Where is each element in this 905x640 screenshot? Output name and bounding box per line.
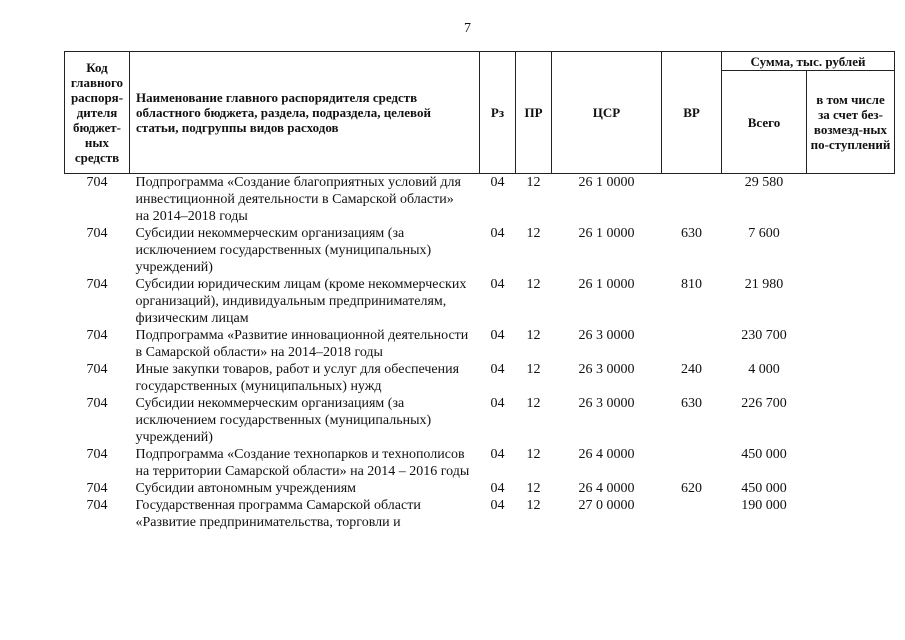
cell-vr: 620	[681, 481, 702, 496]
cell-code: 704	[86, 447, 108, 462]
cell-name: Подпрограмма «Создание благоприятных условий для инвестиционной деятельности в Самарской области» на 2014–2018 годы	[135, 175, 461, 224]
table-row	[65, 395, 895, 446]
header-csr: ЦСР	[552, 52, 662, 174]
table-row	[65, 225, 895, 276]
table-row	[65, 361, 895, 395]
cell-name: Субсидии некоммерческим организациям (за исключением государственных (муниципальных) учреждений)	[135, 396, 432, 445]
cell-including	[807, 395, 895, 446]
header-rz: Рз	[480, 52, 516, 174]
cell-code: 704	[86, 328, 108, 343]
cell-including	[807, 497, 895, 531]
cell-csr: 26 1 0000	[578, 277, 635, 292]
cell-csr: 26 4 0000	[578, 481, 635, 496]
table-row	[65, 276, 895, 327]
cell-vr	[662, 497, 722, 531]
cell-vr	[662, 446, 722, 480]
header-code: Код главного распоря-дителя бюджет-ных средств	[65, 52, 130, 174]
cell-code: 704	[86, 396, 108, 411]
cell-rz: 04	[490, 362, 505, 377]
cell-rz: 04	[490, 226, 505, 241]
cell-name: Государственная программа Самарской области «Развитие предпринимательства, торговли и	[135, 498, 421, 530]
cell-total: 7 600	[748, 226, 780, 241]
header-name: Наименование главного распорядителя средств областного бюджета, раздела, подраздела, целевой статьи, подгруппы видов расходов	[130, 52, 480, 174]
cell-vr: 630	[681, 396, 702, 411]
cell-pr: 12	[526, 277, 541, 292]
cell-code: 704	[86, 498, 108, 513]
cell-total: 230 700	[741, 328, 787, 343]
cell-including	[807, 225, 895, 276]
cell-csr: 26 1 0000	[578, 175, 635, 190]
cell-including	[807, 327, 895, 361]
table-body	[65, 174, 895, 532]
cell-including	[807, 480, 895, 497]
table-row	[65, 446, 895, 480]
cell-pr: 12	[526, 396, 541, 411]
cell-total: 4 000	[748, 362, 780, 377]
page-number: 7	[464, 21, 471, 36]
header-pr: ПР	[516, 52, 552, 174]
cell-code: 704	[86, 226, 108, 241]
cell-including	[807, 361, 895, 395]
cell-rz: 04	[490, 447, 505, 462]
header-sum-group: Сумма, тыс. рублей	[722, 52, 895, 71]
table-row	[65, 497, 895, 531]
cell-csr: 26 3 0000	[578, 328, 635, 343]
cell-pr: 12	[526, 328, 541, 343]
header-vr: ВР	[662, 52, 722, 174]
cell-vr	[662, 174, 722, 226]
cell-vr: 810	[681, 277, 702, 292]
header-total: Всего	[722, 71, 807, 174]
cell-rz: 04	[490, 396, 505, 411]
cell-csr: 26 1 0000	[578, 226, 635, 241]
cell-name: Субсидии некоммерческим организациям (за исключением государственных (муниципальных) учреждений)	[135, 226, 432, 275]
cell-name: Подпрограмма «Развитие инновационной деятельности в Самарской области» на 2014–2018 годы	[135, 328, 469, 360]
cell-rz: 04	[490, 175, 505, 190]
table-row	[65, 327, 895, 361]
cell-vr: 240	[681, 362, 702, 377]
cell-total: 21 980	[744, 277, 784, 292]
cell-total: 226 700	[741, 396, 787, 411]
budget-table	[64, 51, 895, 531]
cell-total: 450 000	[741, 481, 787, 496]
table-row	[65, 480, 895, 497]
cell-rz: 04	[490, 328, 505, 343]
cell-csr: 26 3 0000	[578, 362, 635, 377]
cell-including	[807, 174, 895, 226]
cell-pr: 12	[526, 447, 541, 462]
cell-vr: 630	[681, 226, 702, 241]
cell-pr: 12	[526, 481, 541, 496]
cell-code: 704	[86, 175, 108, 190]
cell-total: 29 580	[744, 175, 784, 190]
cell-pr: 12	[526, 226, 541, 241]
cell-csr: 26 3 0000	[578, 396, 635, 411]
cell-name: Иные закупки товаров, работ и услуг для обеспечения государственных (муниципальных) нужд	[135, 362, 460, 394]
header-including: в том числе за счет без-возмезд-ных по-ступлений	[807, 71, 895, 174]
cell-pr: 12	[526, 498, 541, 513]
cell-pr: 12	[526, 362, 541, 377]
cell-including	[807, 446, 895, 480]
cell-rz: 04	[490, 481, 505, 496]
cell-code: 704	[86, 362, 108, 377]
table-row	[65, 174, 895, 226]
cell-pr: 12	[526, 175, 541, 190]
cell-code: 704	[86, 481, 108, 496]
cell-total: 450 000	[741, 447, 787, 462]
cell-code: 704	[86, 277, 108, 292]
cell-rz: 04	[490, 498, 505, 513]
cell-csr: 27 0 0000	[578, 498, 635, 513]
cell-name: Субсидии автономным учреждениям	[135, 481, 357, 496]
cell-vr	[662, 327, 722, 361]
table-header	[65, 52, 895, 174]
cell-rz: 04	[490, 277, 505, 292]
cell-name: Субсидии юридическим лицам (кроме некоммерческих организаций), индивидуальным предпринимателям, физическим лицам	[135, 277, 467, 326]
cell-name: Подпрограмма «Создание технопарков и технополисов на территории Самарской области» на 2014 – 2016 годы	[135, 447, 470, 479]
cell-including	[807, 276, 895, 327]
cell-total: 190 000	[741, 498, 787, 513]
cell-csr: 26 4 0000	[578, 447, 635, 462]
